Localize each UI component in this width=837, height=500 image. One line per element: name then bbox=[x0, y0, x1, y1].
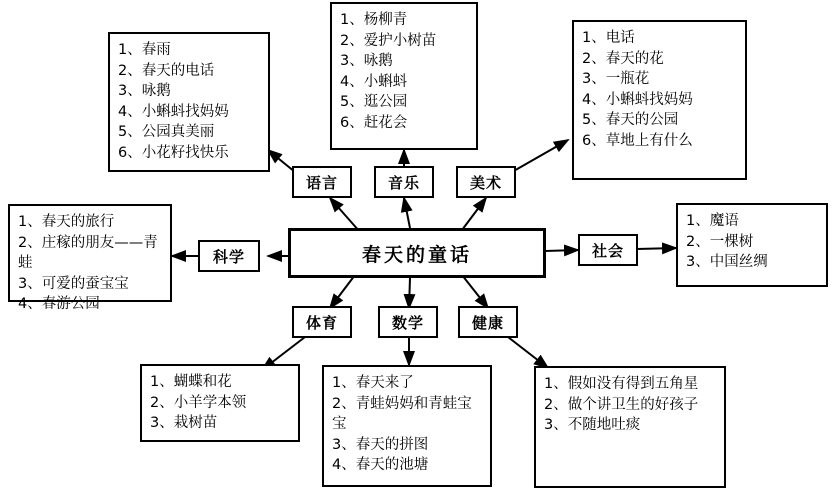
list-item: 1、电话 bbox=[582, 30, 635, 46]
category-meishu[interactable] bbox=[456, 166, 516, 198]
panel-jiankang bbox=[534, 366, 726, 488]
list-item: 2、做个讲卫生的好孩子 bbox=[544, 396, 699, 413]
category-yinyue[interactable] bbox=[374, 166, 434, 198]
category-label: 语言 bbox=[305, 173, 338, 192]
category-shehui[interactable] bbox=[578, 234, 638, 266]
list-item: 1、蝴蝶和花 bbox=[150, 374, 232, 390]
list-item: 5、春天的公园 bbox=[582, 112, 679, 129]
category-label: 健康 bbox=[471, 313, 504, 332]
list-item: 1、春天来了 bbox=[332, 375, 414, 391]
list-item: 2、春天的花 bbox=[582, 50, 664, 67]
center-node-label: 春天的童话 bbox=[361, 243, 472, 266]
list-item: 3、咏鹅 bbox=[340, 53, 393, 70]
list-item: 2、春天的电话 bbox=[118, 62, 215, 79]
category-yuyan[interactable] bbox=[292, 166, 352, 198]
list-item: 1、假如没有得到五角星 bbox=[544, 376, 699, 392]
category-jiankang[interactable] bbox=[458, 306, 518, 338]
category-label: 数学 bbox=[391, 313, 424, 332]
category-label: 体育 bbox=[305, 313, 338, 332]
category-shuxue[interactable] bbox=[378, 306, 438, 338]
list-item: 2、青蛙妈妈和青蛙宝宝 bbox=[332, 395, 472, 433]
list-item: 4、春天的池塘 bbox=[332, 457, 429, 474]
list-item: 2、庄稼的朋友——青蛙 bbox=[18, 234, 158, 272]
category-tiyu[interactable] bbox=[292, 306, 352, 338]
list-item: 2、一棵树 bbox=[686, 233, 754, 250]
list-item: 4、小蝌蚪 bbox=[340, 73, 408, 90]
list-item: 3、可爱的蚕宝宝 bbox=[18, 275, 129, 292]
list-item: 5、公园真美丽 bbox=[118, 124, 215, 141]
panel-meishu bbox=[572, 20, 747, 180]
list-item: 2、小羊学本领 bbox=[150, 394, 247, 411]
list-item: 4、春游公园 bbox=[18, 296, 100, 313]
list-item: 3、一瓶花 bbox=[582, 71, 650, 88]
category-label: 音乐 bbox=[387, 173, 420, 192]
center-node[interactable] bbox=[288, 228, 546, 278]
panel-shuxue bbox=[322, 365, 492, 487]
panel-tiyu bbox=[140, 364, 300, 442]
list-item: 3、咏鹅 bbox=[118, 83, 171, 100]
list-item: 3、春天的拼图 bbox=[332, 436, 429, 453]
list-item: 1、魔语 bbox=[686, 213, 739, 229]
list-item: 6、草地上有什么 bbox=[582, 132, 693, 149]
category-kexue[interactable] bbox=[198, 240, 260, 272]
panel-kexue bbox=[8, 204, 172, 313]
list-item: 1、春雨 bbox=[118, 42, 171, 58]
list-item: 5、逛公园 bbox=[340, 94, 408, 111]
list-item: 6、小花籽找快乐 bbox=[118, 144, 229, 161]
list-item: 1、杨柳青 bbox=[340, 12, 408, 28]
list-item: 1、春天的旅行 bbox=[18, 214, 115, 230]
panel-yinyue bbox=[330, 2, 478, 150]
list-item: 6、赶花会 bbox=[340, 114, 408, 131]
category-label: 社会 bbox=[591, 241, 624, 260]
list-item: 2、爱护小树苗 bbox=[340, 32, 437, 49]
list-item: 3、栽树苗 bbox=[150, 415, 218, 432]
category-label: 科学 bbox=[212, 247, 245, 266]
list-item: 4、小蝌蚪找妈妈 bbox=[582, 91, 693, 108]
panel-shehui bbox=[676, 203, 828, 287]
list-item: 3、中国丝绸 bbox=[686, 254, 768, 271]
category-label: 美术 bbox=[469, 173, 502, 192]
panel-yuyan bbox=[108, 32, 270, 172]
list-item: 4、小蝌蚪找妈妈 bbox=[118, 103, 229, 120]
list-item: 3、不随地吐痰 bbox=[544, 417, 641, 434]
